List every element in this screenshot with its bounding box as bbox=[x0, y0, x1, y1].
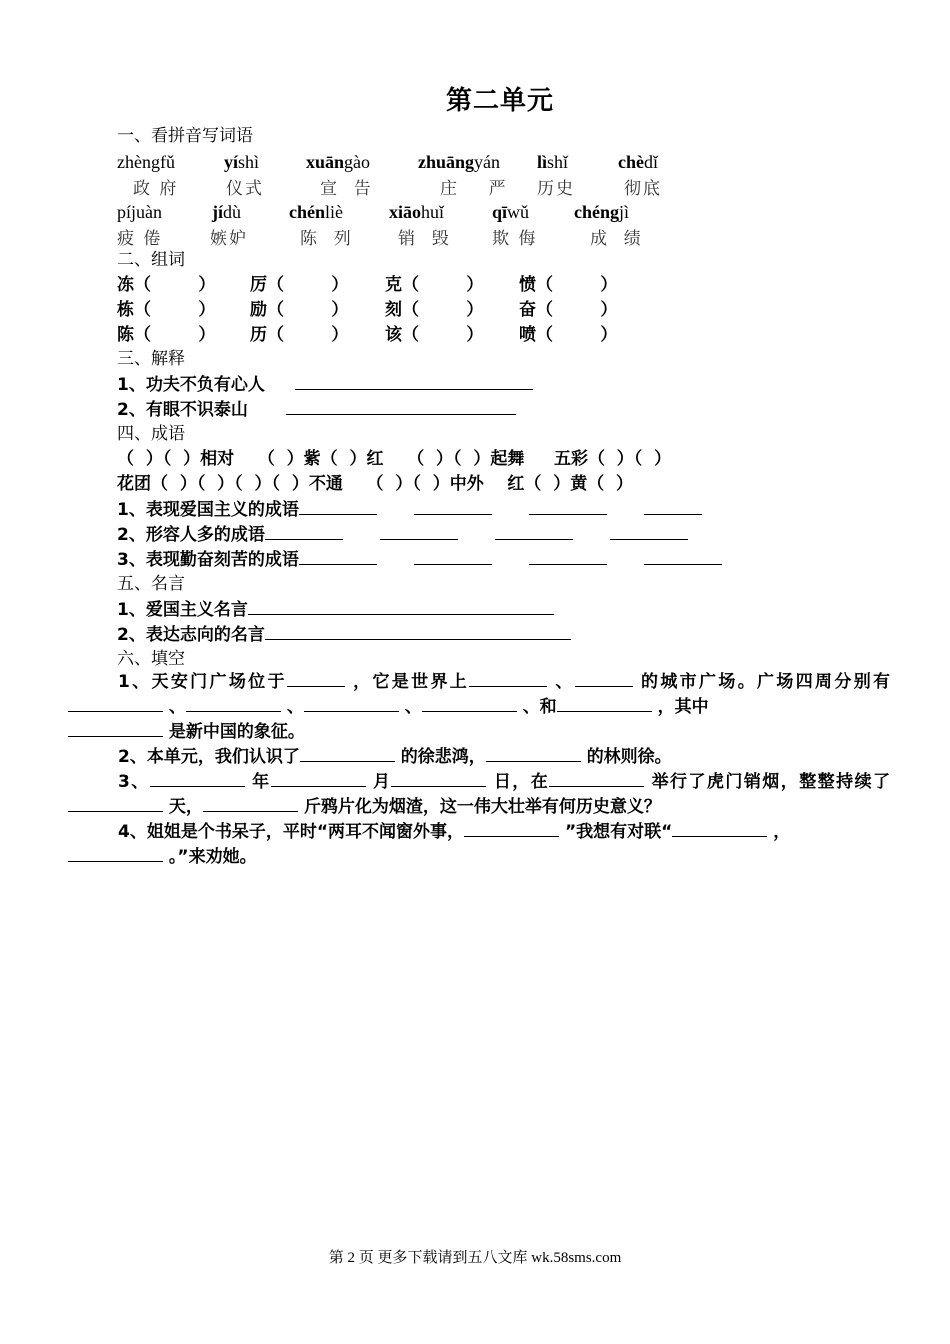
hanzi-word: 欺 侮 bbox=[492, 229, 538, 249]
fill-text: ”我想有对联“ bbox=[564, 822, 673, 842]
answer-blank[interactable] bbox=[469, 671, 547, 687]
answer-blank[interactable] bbox=[265, 524, 343, 540]
answer-blank[interactable] bbox=[203, 796, 298, 812]
answer-blank[interactable] bbox=[529, 499, 607, 515]
chengyu-question-2 bbox=[117, 524, 688, 545]
answer-blank[interactable] bbox=[495, 524, 573, 540]
chengyu-question-label: 3、表现勤奋刻苦的成语 bbox=[117, 550, 299, 570]
mingyan-label-1: 1、爱国主义名言 bbox=[117, 600, 248, 620]
pinyin-bold-part: xuān bbox=[306, 152, 345, 172]
fill-text: 1、天安门广场位于 bbox=[118, 672, 287, 692]
answer-blank[interactable] bbox=[271, 771, 366, 787]
answer-blank[interactable] bbox=[286, 399, 516, 415]
zuci-cell[interactable]: 克（ ） bbox=[385, 275, 484, 295]
fill-text: 。”来劝她。 bbox=[168, 847, 257, 867]
pinyin-bold-part: chéng bbox=[574, 202, 619, 222]
zuci-cell[interactable]: 喷（ ） bbox=[519, 325, 618, 345]
hanzi-word: 销 毁 bbox=[398, 229, 451, 249]
answer-blank[interactable] bbox=[299, 549, 377, 565]
fill-text: 4、姐姐是个书呆子，平时“两耳不闻窗外事， bbox=[118, 822, 465, 842]
pinyin-plain-part: píjuàn bbox=[117, 202, 162, 222]
pinyin-word bbox=[618, 152, 658, 173]
mingyan-item-2 bbox=[117, 624, 571, 645]
fill-text: 举行了虎门销烟，整整持续了 bbox=[651, 772, 891, 792]
fill-text: 日，在 bbox=[493, 772, 550, 792]
pinyin-word bbox=[306, 152, 370, 173]
fill-text: 月 bbox=[372, 772, 392, 792]
page-footer: 第 2 页 更多下载请到五八文库 wk.58sms.com bbox=[328, 1250, 622, 1266]
fill-text: ，它是世界上 bbox=[353, 672, 470, 692]
pinyin-word bbox=[574, 202, 629, 223]
answer-blank[interactable] bbox=[295, 374, 533, 390]
jieshi-item-1 bbox=[117, 374, 533, 395]
pinyin-plain-part: dù bbox=[223, 202, 241, 222]
zuci-cell[interactable]: 励（ ） bbox=[250, 300, 349, 320]
answer-blank[interactable] bbox=[150, 771, 245, 787]
zuci-cell[interactable]: 历（ ） bbox=[250, 325, 349, 345]
pinyin-word bbox=[418, 152, 500, 173]
zuci-cell[interactable]: 奋（ ） bbox=[519, 300, 618, 320]
pinyin-bold-part: yí bbox=[224, 152, 239, 172]
hanzi-word: 陈 列 bbox=[300, 229, 353, 249]
answer-blank[interactable] bbox=[68, 721, 163, 737]
fill-text: 的城市广场。广场四周分别有 bbox=[641, 672, 891, 692]
pinyin-plain-part: zhèngfǔ bbox=[117, 152, 175, 172]
answer-blank[interactable] bbox=[68, 796, 163, 812]
jieshi-item-2 bbox=[117, 399, 516, 420]
fill-text: 、 bbox=[555, 672, 575, 692]
hanzi-word: 庄 严 bbox=[440, 179, 508, 199]
zuci-cell[interactable]: 愤（ ） bbox=[519, 275, 618, 295]
answer-blank[interactable] bbox=[414, 549, 492, 565]
fill-question-3 bbox=[68, 770, 890, 820]
fill-text: 年 bbox=[252, 772, 271, 792]
fill-question-1 bbox=[68, 670, 890, 745]
fill-text: 、 bbox=[286, 697, 304, 717]
pinyin-bold-part: chén bbox=[289, 202, 325, 222]
answer-blank[interactable] bbox=[557, 696, 652, 712]
answer-blank[interactable] bbox=[644, 499, 702, 515]
jieshi-label-1: 1、功夫不负有心人 bbox=[117, 375, 265, 395]
answer-blank[interactable] bbox=[529, 549, 607, 565]
fill-text: 是新中国的象征。 bbox=[168, 722, 305, 742]
pinyin-bold-part: xiāo bbox=[389, 202, 422, 222]
hanzi-word: 历史 bbox=[537, 179, 575, 199]
zuci-cell[interactable]: 刻（ ） bbox=[385, 300, 484, 320]
answer-blank[interactable] bbox=[380, 524, 458, 540]
section-heading-jieshi: 三、解释 bbox=[117, 349, 185, 369]
chengyu-question-1 bbox=[117, 499, 702, 520]
fill-text: 的徐悲鸿， bbox=[400, 747, 486, 767]
pinyin-word bbox=[224, 152, 259, 173]
chengyu-question-label: 2、形容人多的成语 bbox=[117, 525, 265, 545]
zuci-cell[interactable]: 厉（ ） bbox=[250, 275, 349, 295]
pinyin-word bbox=[212, 202, 241, 223]
pinyin-word bbox=[117, 202, 162, 223]
section-heading-zuci: 二、组词 bbox=[117, 250, 185, 270]
answer-blank[interactable] bbox=[644, 549, 722, 565]
answer-blank[interactable] bbox=[414, 499, 492, 515]
zuci-cell[interactable]: 该（ ） bbox=[385, 325, 484, 345]
zuci-cell[interactable]: 陈（ ） bbox=[117, 325, 216, 345]
answer-blank[interactable] bbox=[304, 696, 399, 712]
mingyan-label-2: 2、表达志向的名言 bbox=[117, 625, 265, 645]
fill-text: 的林则徐。 bbox=[586, 747, 672, 767]
answer-blank[interactable] bbox=[391, 771, 486, 787]
fill-text: 、和 bbox=[522, 697, 557, 717]
answer-blank[interactable] bbox=[287, 671, 345, 687]
answer-blank[interactable] bbox=[575, 671, 633, 687]
hanzi-word: 政 府 bbox=[133, 179, 179, 199]
answer-blank[interactable] bbox=[68, 696, 163, 712]
pinyin-plain-part: huǐ bbox=[421, 202, 445, 222]
pinyin-word bbox=[537, 152, 568, 173]
pinyin-bold-part: qī bbox=[492, 202, 508, 222]
section-heading-fill: 六、填空 bbox=[117, 649, 185, 669]
chengyu-row-1: （ ）（ ）相对 （ ）紫（ ）红 （ ）（ ）起舞 五彩（ ）（ ） bbox=[117, 449, 672, 469]
zuci-cell[interactable]: 栋（ ） bbox=[117, 300, 216, 320]
fill-text: ， bbox=[773, 822, 791, 842]
pinyin-plain-part: yán bbox=[474, 152, 501, 172]
answer-blank[interactable] bbox=[186, 696, 281, 712]
answer-blank[interactable] bbox=[464, 821, 559, 837]
hanzi-word: 成 绩 bbox=[590, 229, 643, 249]
answer-blank[interactable] bbox=[422, 696, 517, 712]
fill-text: 斤鸦片化为烟渣，这一伟大壮举有何历史意义？ bbox=[303, 797, 661, 817]
pinyin-plain-part: liè bbox=[325, 202, 343, 222]
pinyin-plain-part: jì bbox=[619, 202, 630, 222]
hanzi-word: 嫉妒 bbox=[210, 229, 248, 249]
answer-blank[interactable] bbox=[610, 524, 688, 540]
hanzi-word: 彻底 bbox=[624, 179, 662, 199]
section-heading-pinyin: 一、看拼音写词语 bbox=[117, 126, 253, 146]
hanzi-word: 疲 倦 bbox=[117, 229, 163, 249]
answer-blank[interactable] bbox=[299, 499, 377, 515]
fill-text: ，其中 bbox=[657, 697, 709, 717]
chengyu-row-2: 花团（ ）（ ）（ ）（ ）不通 （ ）（ ）中外 红（ ）黄（ ） bbox=[117, 474, 634, 494]
section-heading-chengyu: 四、成语 bbox=[117, 424, 185, 444]
answer-blank[interactable] bbox=[300, 746, 395, 762]
jieshi-label-2: 2、有眼不识泰山 bbox=[117, 400, 248, 420]
pinyin-bold-part: zhuāng bbox=[418, 152, 475, 172]
pinyin-plain-part: wǔ bbox=[507, 202, 530, 222]
page-title: 第二单元 bbox=[445, 86, 554, 116]
fill-text: 、 bbox=[168, 697, 186, 717]
pinyin-word bbox=[117, 152, 175, 173]
fill-question-4 bbox=[68, 820, 890, 870]
pinyin-plain-part: dǐ bbox=[644, 152, 659, 172]
answer-blank[interactable] bbox=[549, 771, 644, 787]
fill-text: 、 bbox=[404, 697, 422, 717]
pinyin-word bbox=[289, 202, 343, 223]
pinyin-word bbox=[492, 202, 529, 223]
hanzi-word: 仪式 bbox=[226, 179, 264, 199]
answer-blank[interactable] bbox=[672, 821, 767, 837]
mingyan-item-1 bbox=[117, 599, 554, 620]
fill-text: 2、本单元，我们认识了 bbox=[118, 747, 300, 767]
answer-blank[interactable] bbox=[68, 846, 163, 862]
pinyin-bold-part: lì bbox=[537, 152, 548, 172]
answer-blank[interactable] bbox=[248, 599, 554, 615]
pinyin-word bbox=[389, 202, 444, 223]
fill-text: 天， bbox=[168, 797, 203, 817]
fill-text: 3、 bbox=[118, 772, 150, 792]
pinyin-plain-part: gào bbox=[344, 152, 371, 172]
chengyu-question-label: 1、表现爱国主义的成语 bbox=[117, 500, 299, 520]
pinyin-bold-part: jí bbox=[212, 202, 223, 222]
pinyin-plain-part: shǐ bbox=[547, 152, 569, 172]
fill-question-2 bbox=[68, 745, 890, 770]
chengyu-question-3 bbox=[117, 549, 722, 570]
zuci-cell[interactable]: 冻（ ） bbox=[117, 275, 216, 295]
hanzi-word: 宣 告 bbox=[320, 179, 373, 199]
answer-blank[interactable] bbox=[486, 746, 581, 762]
section-heading-mingyan: 五、名言 bbox=[117, 574, 185, 594]
pinyin-plain-part: shì bbox=[238, 152, 260, 172]
pinyin-bold-part: chè bbox=[618, 152, 644, 172]
answer-blank[interactable] bbox=[265, 624, 571, 640]
